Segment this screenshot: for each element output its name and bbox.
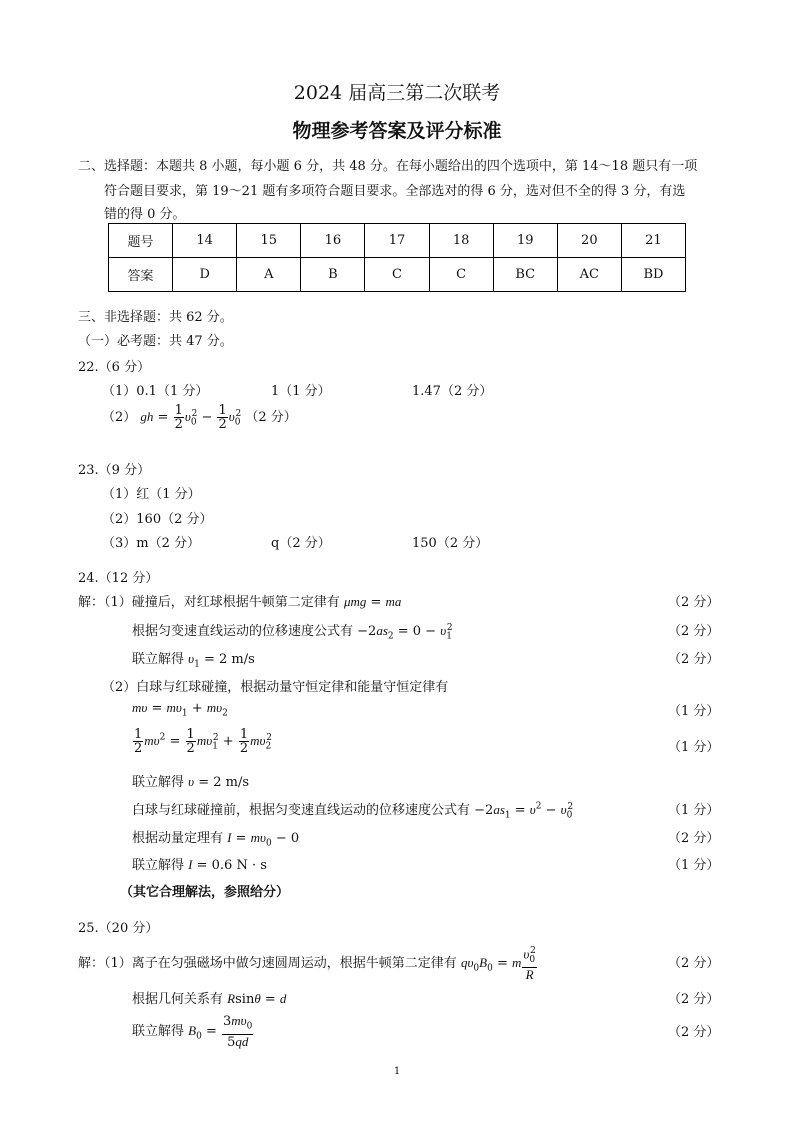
page-number: 1 bbox=[393, 1066, 401, 1077]
q24-line1-formula: μmg = ma bbox=[343, 594, 402, 610]
table-cell: 21 bbox=[621, 224, 685, 258]
table-cell: A bbox=[237, 258, 301, 292]
q23-part3-b: q（2 分） bbox=[271, 536, 331, 551]
q23-part3-c: 150（2 分） bbox=[412, 536, 489, 551]
q25-header: 25.（20 分） bbox=[78, 921, 159, 936]
q24-line10-text: 联立解得 bbox=[132, 858, 185, 873]
q24-line5-formula: $m\upsilon = m\upsilon_1 + m\upsilon_2$ bbox=[132, 700, 228, 719]
q25-score-3: （2 分） bbox=[668, 1025, 720, 1040]
q25-line2-formula: Rsinθ = d bbox=[227, 991, 287, 1007]
q24-score-6: （1 分） bbox=[668, 803, 720, 818]
section2-line2: 符合题目要求，第 19～21 题有多项符合题目要求。全部选对的得 6 分，选对但不全的得 3 分，有选 bbox=[104, 184, 686, 199]
q24-line7-text: 联立解得 bbox=[132, 775, 185, 790]
q24-line9-text: 根据动量定理有 bbox=[132, 831, 224, 846]
q25-line1 bbox=[78, 945, 538, 982]
q24-line8-formula: $-2as_1 = \upsilon^2 - \upsilon_0^2$ bbox=[474, 801, 574, 821]
q24-line1-text: 碰撞后，对红球根据牛顿第二定律有 bbox=[131, 595, 340, 610]
q22-part2-label: （2） bbox=[102, 410, 137, 425]
q24-score-3: （2 分） bbox=[668, 652, 720, 667]
table-cell: 16 bbox=[301, 224, 365, 258]
q24-line2 bbox=[132, 620, 453, 642]
table-cell: 14 bbox=[173, 224, 237, 258]
table-row bbox=[109, 258, 686, 292]
q24-line8 bbox=[132, 799, 573, 821]
q24-header: 24.（12 分） bbox=[78, 571, 159, 586]
table-cell: 19 bbox=[493, 224, 557, 258]
table-cell: 17 bbox=[365, 224, 429, 258]
table-row bbox=[109, 224, 686, 258]
q22-header: 22.（6 分） bbox=[78, 360, 151, 375]
q24-line2-formula: $-2as_2 = 0 - \upsilon_1^2$ bbox=[357, 622, 453, 642]
table-cell: C bbox=[365, 258, 429, 292]
q24-line9-formula: $I = m\upsilon_0 - 0$ bbox=[227, 830, 300, 849]
q22-part1-c: 1.47（2 分） bbox=[412, 384, 493, 399]
table-cell: B bbox=[301, 258, 365, 292]
q24-line8-text: 白球与红球碰撞前，根据匀变速直线运动的位移速度公式有 bbox=[132, 803, 471, 818]
table-cell: 15 bbox=[237, 224, 301, 258]
q24-line6-formula: $\frac{1}{2}$ $m\upsilon^2$ = $\frac{1}{2}$ $m\upsilon_1^2$ + $\frac{1}{2}$ $m\upsilon_2^2$ bbox=[134, 727, 272, 756]
q24-line10-formula: I = 0.6 N · s bbox=[188, 857, 267, 873]
q24-score-2: （2 分） bbox=[668, 624, 720, 639]
q24-line4: （2）白球与红球碰撞，根据动量守恒定律和能量守恒定律有 bbox=[102, 680, 449, 695]
q24-line7-formula: υ = 2 m/s bbox=[188, 774, 250, 790]
q25-solution-prefix: 解：（1） bbox=[78, 955, 132, 971]
q23-header: 23.（9 分） bbox=[78, 463, 151, 478]
section3-heading: 三、非选择题：共 62 分。 bbox=[78, 310, 233, 325]
q25-line3 bbox=[132, 1014, 254, 1049]
table-cell: 18 bbox=[429, 224, 493, 258]
q24-line3-text: 联立解得 bbox=[132, 652, 185, 667]
q24-line3-formula: $\upsilon_1 = 2$ m/s bbox=[188, 651, 255, 670]
q24-score-4: （1 分） bbox=[668, 704, 720, 719]
q23-part2: （2）160（2 分） bbox=[102, 512, 213, 527]
section3-subheading: （一）必考题：共 47 分。 bbox=[78, 334, 233, 349]
q24-score-7: （2 分） bbox=[668, 831, 720, 846]
q25-line2 bbox=[132, 988, 286, 1007]
q24-line3 bbox=[132, 648, 255, 670]
q24-line9 bbox=[132, 827, 299, 849]
q22-part1-a: （1）0.1（1 分） bbox=[102, 384, 209, 399]
q25-line3-text: 联立解得 bbox=[132, 1023, 185, 1039]
q25-score-2: （2 分） bbox=[668, 992, 720, 1007]
q25-line1-text: 离子在匀强磁场中做匀速圆周运动，根据牛顿第二定律有 bbox=[131, 955, 457, 971]
q22-part2-formula: gh = $\frac{1}{2}$ $\upsilon_0^2$ − $\frac{1}{2}$ $\upsilon_0^2$ bbox=[140, 403, 242, 432]
table-cell: BD bbox=[621, 258, 685, 292]
table-header-cell: 题号 bbox=[109, 224, 173, 258]
q23-part1: （1）红（1 分） bbox=[102, 487, 201, 502]
q25-line2-text: 根据几何关系有 bbox=[132, 992, 224, 1007]
q24-line1 bbox=[78, 591, 401, 610]
q25-line1-formula: $q\upsilon_0B_0 = m$ $\frac{\upsilon_0^2}{R}$ bbox=[460, 946, 536, 982]
table-cell: C bbox=[429, 258, 493, 292]
section2-line3: 错的得 0 分。 bbox=[104, 207, 186, 222]
q22-part2 bbox=[102, 404, 297, 431]
q24-score-8: （1 分） bbox=[668, 858, 720, 873]
section2-line1: 二、选择题：本题共 8 小题，每小题 6 分，共 48 分。在每小题给出的四个选项中，第 14～18 题只有一项 bbox=[78, 159, 698, 174]
q24-solution-prefix: 解：（1） bbox=[78, 595, 132, 610]
answer-table bbox=[108, 223, 686, 292]
table-cell: AC bbox=[557, 258, 621, 292]
q23-part3-a: （3）m（2 分） bbox=[102, 536, 201, 551]
page-title: 2024 届高三第二次联考 bbox=[293, 82, 501, 104]
q24-note: （其它合理解法，参照给分） bbox=[120, 885, 290, 900]
table-cell: 20 bbox=[557, 224, 621, 258]
table-cell: BC bbox=[493, 258, 557, 292]
q25-line3-formula: $B_0$ = $\frac{3m\upsilon_0}{5qd}$ bbox=[188, 1013, 253, 1050]
q24-line2-text: 根据匀变速直线运动的位移速度公式有 bbox=[132, 624, 354, 639]
q24-line10 bbox=[132, 854, 267, 873]
table-header-cell: 答案 bbox=[109, 258, 173, 292]
q25-score-1: （2 分） bbox=[668, 956, 720, 971]
page-subtitle: 物理参考答案及评分标准 bbox=[292, 120, 502, 142]
table-cell: D bbox=[173, 258, 237, 292]
q24-score-5: （1 分） bbox=[668, 740, 720, 755]
q24-line7 bbox=[132, 771, 249, 790]
q22-part2-score: （2 分） bbox=[245, 410, 297, 425]
q22-part1-b: 1（1 分） bbox=[271, 384, 331, 399]
q24-score-1: （2 分） bbox=[668, 595, 720, 610]
